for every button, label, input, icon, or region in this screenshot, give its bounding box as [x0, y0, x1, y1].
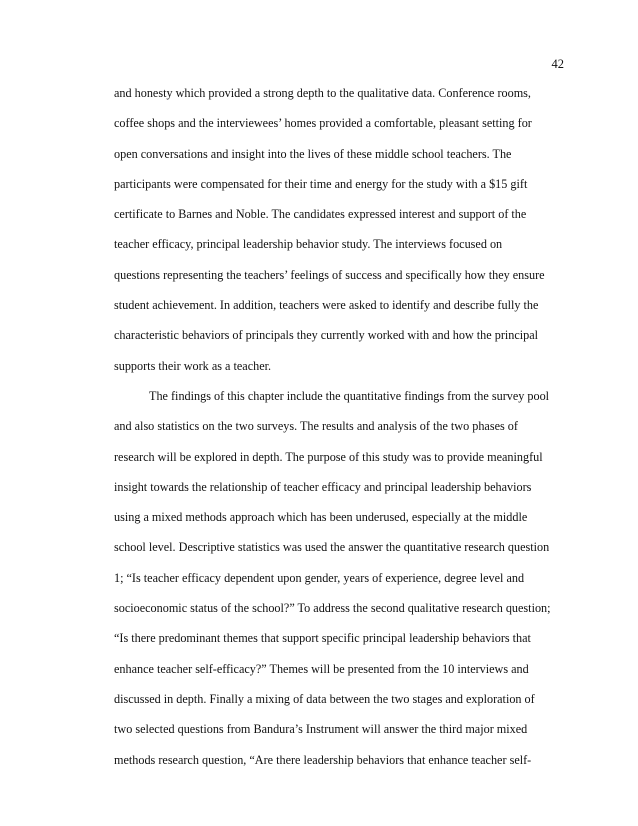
text-line: 1; “Is teacher efficacy dependent upon gender, years of experience, degree level and [114, 570, 525, 585]
text-line: certificate to Barnes and Noble. The candidates expressed interest and support of the [114, 207, 527, 222]
text-line: teacher efficacy, principal leadership behavior study. The interviews focused on [114, 237, 503, 252]
text-line: methods research question, “Are there leadership behaviors that enhance teacher self- [114, 752, 532, 767]
text-line: school level. Descriptive statistics was used the answer the quantitative research question [114, 540, 550, 555]
text-line: enhance teacher self-efficacy?” Themes will be presented from the 10 interviews and [114, 661, 529, 676]
text-line: participants were compensated for their time and energy for the study with a $15 gift [114, 176, 528, 191]
text-line: and also statistics on the two surveys. The results and analysis of the two phases of [114, 419, 518, 434]
text-line: discussed in depth. Finally a mixing of data between the two stages and exploration of [114, 691, 535, 706]
paragraph-first-line: The findings of this chapter include the quantitative findings from the survey pool [149, 388, 550, 403]
text-line: open conversations and insight into the lives of these middle school teachers. The [114, 146, 512, 161]
text-line: student achievement. In addition, teachers were asked to identify and describe fully the [114, 298, 539, 313]
text-line: “Is there predominant themes that support specific principal leadership behaviors that [114, 631, 531, 646]
text-line: using a mixed methods approach which has been underused, especially at the middle [114, 510, 528, 525]
text-line: two selected questions from Bandura’s Instrument will answer the third major mixed [114, 722, 528, 737]
body-text [114, 85, 584, 782]
text-line: socioeconomic status of the school?” To address the second qualitative research question; [114, 601, 551, 616]
text-line: questions representing the teachers’ feelings of success and specifically how they ensure [114, 267, 545, 282]
text-line: characteristic behaviors of principals they currently worked with and how the principal [114, 328, 539, 343]
text-line: insight towards the relationship of teacher efficacy and principal leadership behaviors [114, 479, 532, 494]
text-line: coffee shops and the interviewees’ homes provided a comfortable, pleasant setting for [114, 116, 532, 131]
text-line: supports their work as a teacher. [114, 358, 272, 373]
page-number: 42 [551, 57, 564, 71]
text-line: and honesty which provided a strong depth to the qualitative data. Conference rooms, [114, 86, 531, 100]
text-line: research will be explored in depth. The purpose of this study was to provide meaningful [114, 449, 543, 464]
